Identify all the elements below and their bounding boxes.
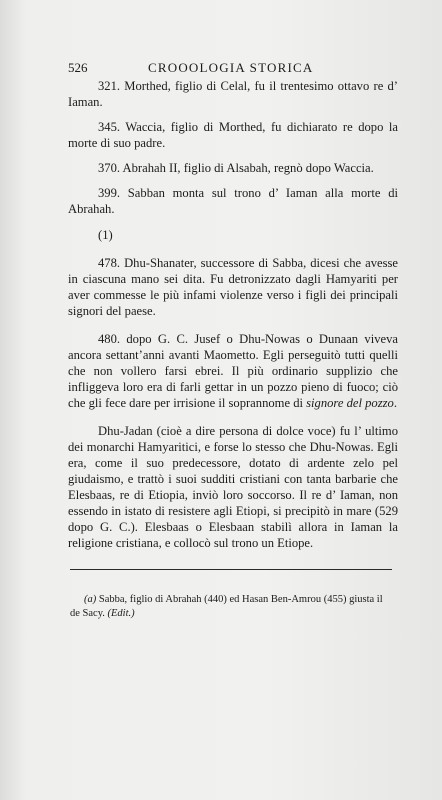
page-number: 526 [68, 60, 88, 75]
entry-478 [68, 255, 398, 319]
footnote-editor-note: (Edit.) [107, 607, 135, 619]
entry-480 [68, 331, 398, 411]
footnote-text: Sabba, figlio di Abrahah (440) ed Hasan Ben-Amrou (455) giusta il de Sacy. [70, 594, 383, 619]
entry-year: 478. [98, 256, 121, 270]
entry-year: 370. [98, 161, 121, 175]
entry-text: Abrahah II, figlio di Alsabah, regnò dopo Waccia. [122, 161, 374, 175]
entry-text-end: . [393, 396, 397, 410]
entry-399 [68, 185, 398, 217]
footnote [70, 593, 392, 620]
page-header [68, 60, 398, 78]
footnote-reference: (1) [98, 228, 113, 242]
italic-epithet: signore del pozzo [306, 396, 394, 410]
entry-370 [68, 160, 398, 176]
entry-text: Sabban monta sul trono d’ Iaman alla morte di Abrahah. [68, 186, 398, 216]
entry-text: Dhu-Shanater, successore di Sabba, dicesi che avesse in ciascuna mano sei dita. Fu detronizzato dagli Hamyariti per aver commesse le più infami violenze verso i figli dei principali signori del paese. [68, 256, 398, 318]
entry-year: 480. [98, 332, 121, 346]
entry-321 [68, 78, 398, 110]
running-title: CROOOLOGIA STORICA [148, 60, 314, 75]
entry-year: 345. [98, 120, 121, 134]
main-text [68, 78, 398, 560]
footnote-divider [70, 569, 392, 570]
entry-text: Morthed, figlio di Celal, fu il trentesimo ottavo re d’ Iaman. [68, 79, 398, 109]
entry-year: 321. [98, 79, 121, 93]
entry-345 [68, 119, 398, 151]
entry-text: dopo G. C. Jusef o Dhu-Nowas o Dunaan viveva ancora settant’anni avanti Maometto. Egli perseguitò tutti quelli che non vollero farsi ebrei. Il più ordinario supplizio che infliggeva loro era di farli gettar in un pozzo pieno di fuoco; ciò che gli fece dare per irrisione il soprannome di [68, 332, 398, 410]
entry-text: Waccia, figlio di Morthed, fu dichiarato re dopo la morte di suo padre. [68, 120, 399, 150]
entry-dhu-jadan: Dhu-Jadan (cioè a dire persona di dolce voce) fu l’ ultimo dei monarchi Hamyaritici, e forse lo stesso che Dhu-Nowas. Egli era, come il suo predecessore, dotato di ardente zelo pel giudaismo, e trattò i suoi sudditi cristiani con tanta barbarie che Elesbaas, re di Etiopia, inviò loro soccorso. Il re d’ Iaman, non essendo in istato di resistere agli Etiopi, si precipitò in mare (529 dopo G. C.). Elesbaas o Elesbaan stabilì allora in Iaman la religione cristiana, e collocò sul trono un Etiope. [68, 424, 398, 550]
entry-year: 399. [98, 186, 121, 200]
footnote-marker: (a) [84, 594, 97, 605]
